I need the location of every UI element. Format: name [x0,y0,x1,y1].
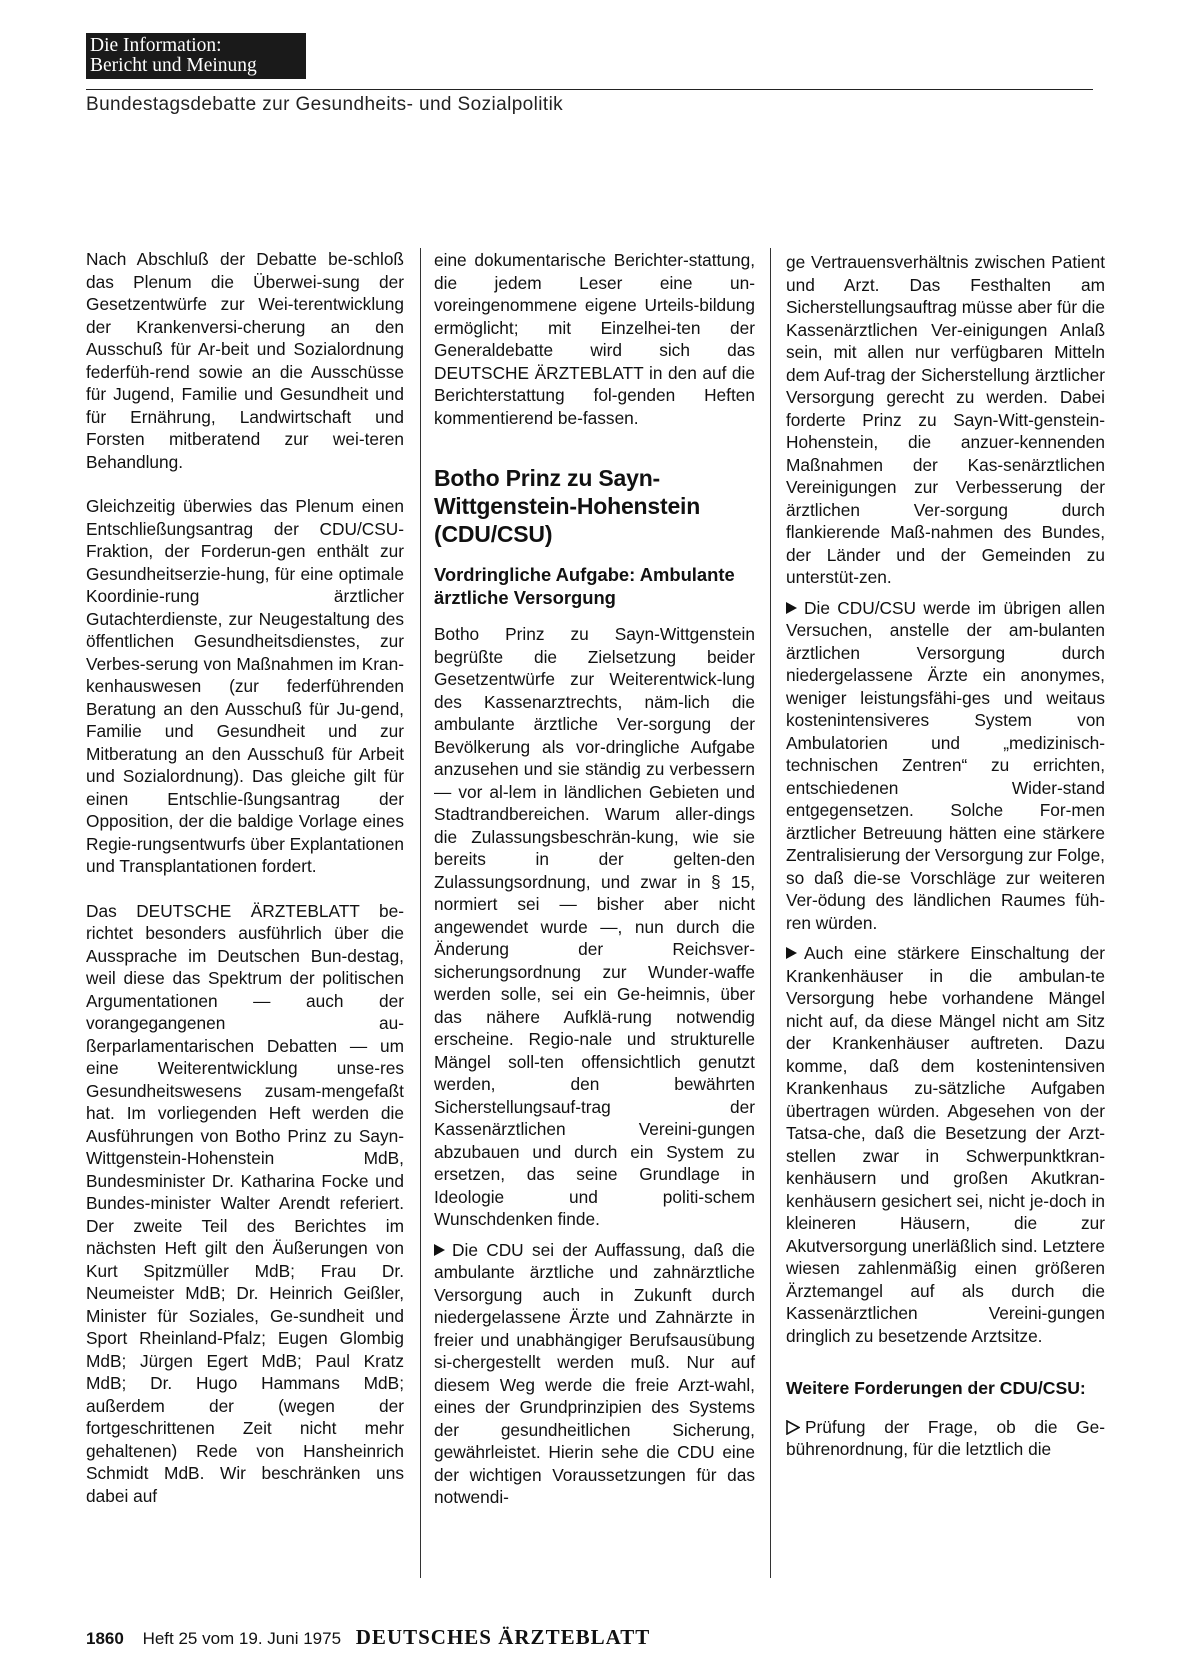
column-3 [786,251,1105,1461]
paragraph: Gleichzeitig überwies das Plenum einen Entschließungsantrag der CDU/CSU-Fraktion, der Forderun-gen enthält zur Gesundheitserzie-hung, für eine optimale Koordinie-rung ärztlicher Gutachterdienste, zur Neugestaltung des öffentlichen Gesundheitsdienstes, zur Verbes-serung von Maßnahmen im Kran-kenhauswesen (zur federführenden Beratung an den Ausschuß für Ju-gend, Familie und Gesundheit und zur Mitberatung an den Ausschuß für Arbeit und Sozialordnung). Das gleiche gilt für einen Entschlie-ßungsantrag der Opposition, der die baldige Vorlage eines Regie-rungsentwurfs über Explantationen und Transplantationen fordert. [86,496,404,876]
header-rule [86,89,1093,90]
column-2 [434,249,755,1509]
issue-info: Heft 25 vom 19. Juni 1975 [142,1629,342,1648]
paragraph: Nach Abschluß der Debatte be-schloß das Plenum die Überwei-sung der Gesetzentwürfe zur Wei-terentwicklung der Krankenversi-cherung an den Ausschuß für Ar-beit und Sozialordnung federfüh-rend sowie an die Ausschüsse für Jugend, Familie und Gesundheit und für Ernährung, Landwirtschaft und Forsten mitberatend zur wei-teren Behandlung. [86,249,404,472]
bullet-paragraph [786,597,1105,935]
subheading: Vordringliche Aufgabe: Ambulante ärztliche Versorgung [434,564,735,608]
publication-name: DEUTSCHES ÄRZTEBLATT [355,1625,651,1649]
column-1 [86,248,404,1507]
section-label-line1: Die Information: [90,35,222,56]
triangle-bullet-icon [786,602,797,614]
triangle-bullet-icon [434,1244,445,1256]
page-number: 1860 [86,1629,124,1648]
bullet-paragraph [786,1416,1105,1461]
section-badge [86,33,306,79]
triangle-bullet-icon [786,947,797,959]
bullet-text: Auch eine stärkere Einschaltung der Krankenhäuser in die ambulan-te Versorgung hebe vorhandene Mängel nicht auf, da diese Mängel nicht am Sitz der Krankenhäuser auftreten. Dazu komme, daß dem kostenintensiven Krankenhaus zu-sätzliche Aufgaben übertragen würden. Abgesehen von der Tatsa-che, daß die Besetzung der Arzt-stellen zwar in Schwerpunktkran-kenhäusern und großen Akutkran-kenhäusern gesichert sei, nicht je-doch in kleineren Häusern, die zur Akutversorgung unerläßlich sind. Letztere wiesen zahlenmäßig einen größeren Ärztemangel auf als durch die Kassenärztlichen Vereini-gungen dringlich zu besetzende Arztsitze. [786,943,1105,1346]
section-label-line2: Bericht und Meinung [90,55,257,76]
bullet-paragraph [786,942,1105,1347]
running-title: Bundestagsdebatte zur Gesundheits- und Sozialpolitik [86,94,564,115]
outline-triangle-bullet-icon [786,1420,800,1435]
paragraph: ge Vertrauensverhältnis zwischen Patient und Arzt. Das Festhalten am Sicherstellungsauftrag müsse aber für die Kassenärztlichen Ver-einigungen Anlaß sein, mit allen nur verfügbaren Mitteln dem Auf-trag der Sicherstellung ärztlicher Versorgung gerecht zu werden. Dabei forderte Prinz zu Sayn-Witt-genstein-Hohenstein, die anzuer-kennenden Maßnahmen der Kas-senärztlichen Vereinigungen zur Verbesserung der ärztlichen Ver-sorgung durch flankierende Maß-nahmen des Bundes, der Länder und der Gemeinden zu unterstüt-zen. [786,252,1105,587]
bullet-paragraph [434,1239,755,1509]
bullet-text: Die CDU sei der Auffassung, daß die ambulante ärztliche und zahnärztliche Versorgung auch in Zukunft durch niedergelassene Ärzte und Zahnärzte in freier und unabhängiger Berufsausübung si-chergestellt werden muß. Nur auf diesem Weg werde die freie Arzt-wahl, eines der Grundprinzipien des Systems der gesundheitlichen Sicherung, gewährleistet. Hierin sehe die CDU eine der wichtigen Voraussetzungen für das notwendi- [434,1239,755,1507]
page-footer [86,1625,650,1650]
bullet-text: Die CDU/CSU werde im übrigen allen Versuchen, anstelle der am-bulanten ärztlichen Versorgung durch niedergelassene Ärzte ein anonymes, weniger leistungsfähi-ges und weitaus kostenintensiveres System von Ambulatorien und „medizinisch-technischen Zentren“ zu errichten, entschiedenen Wider-stand entgegensetzen. Solche For-men ärztlicher Betreuung hätten eine stärkere Zentralisierung der Versorgung zur Folge, so daß die-se Vorschläge zur weiteren Ver-ödung des ländlichen Raumes füh-ren würden. [786,597,1105,933]
column-divider-2 [770,248,771,1578]
paragraph: Das DEUTSCHE ÄRZTEBLATT be-richtet besonders ausführlich über die Aussprache im Deutschen Bun-destag, weil diese das Spektrum der politischen Argumentationen — auch der vorangegangenen au-ßerparlamentarischen Debatten — um eine Weiterentwicklung unse-res Gesundheitswesens zusam-mengefaßt hat. Im vorliegenden Heft werden die Ausführungen von Botho Prinz zu Sayn-Wittgenstein-Hohenstein MdB, Bundesminister Dr. Katharina Focke und Bundes-minister Walter Arendt referiert. Der zweite Teil des Berichtes im nächsten Heft gilt den Äußerungen von Kurt Spitzmüller MdB; Frau Dr. Neumeister MdB; Dr. Heinrich Geißler, Minister für Soziales, Ge-sundheit und Sport Rheinland-Pfalz; Eugen Glombig MdB; Jürgen Egert MdB; Paul Kratz MdB; Dr. Hugo Hammans MdB; außerdem der (wegen der fortgeschrittenen Zeit nicht mehr gehaltenen) Rede von Hansheinrich Schmidt MdB. Wir beschränken uns dabei auf [86,900,404,1506]
paragraph: eine dokumentarische Berichter-stattung, die jedem Leser eine un-voreingenommene eigene Urteils-bildung ermöglicht; mit Einzelhei-ten der Generaldebatte wird sich das DEUTSCHE ÄRZTEBLATT in den auf die Berichterstattung fol-genden Heften kommentierend be-fassen. [434,250,755,428]
bullet-text: Prüfung der Frage, ob die Ge-bührenordnung, für die letztlich die [786,1416,1105,1459]
section-heading: Weitere Forderungen der CDU/CSU: [786,1378,1086,1398]
paragraph: Botho Prinz zu Sayn-Wittgenstein begrüßte die Zielsetzung beider Gesetzentwürfe zur Weiterentwick-lung des Kassenarztrechts, näm-lich die ambulante ärztliche Ver-sorgung der Bevölkerung als vor-dringliche Aufgabe anzusehen und sie ständig zu verbessern — vor al-lem in ländlichen Gebieten und Stadtrandbereichen. Warum aller-dings die Zulassungsbeschrän-kung, wie sie bereits in der gelten-den Zulassungsordnung, und zwar in § 15, normiert sei — bisher aber nicht angewendet wurde —, nun durch die Änderung der Reichsver-sicherungsordnung zur Wunder-waffe werden solle, sei ein Ge-heimnis, über das nähere Aufklä-rung notwendig erscheine. Regio-nale und strukturelle Mängel soll-ten offensichtlich genutzt werden, den bewährten Sicherstellungsauf-trag der Kassenärztlichen Vereini-gungen abzubauen und durch ein System zu ersetzen, das seine Grundlage in Ideologie und politi-schem Wunschdenken finde. [434,624,755,1229]
section-heading: Botho Prinz zu Sayn-Wittgenstein-Hohenstein (CDU/CSU) [434,465,701,547]
column-divider-1 [420,248,421,1578]
